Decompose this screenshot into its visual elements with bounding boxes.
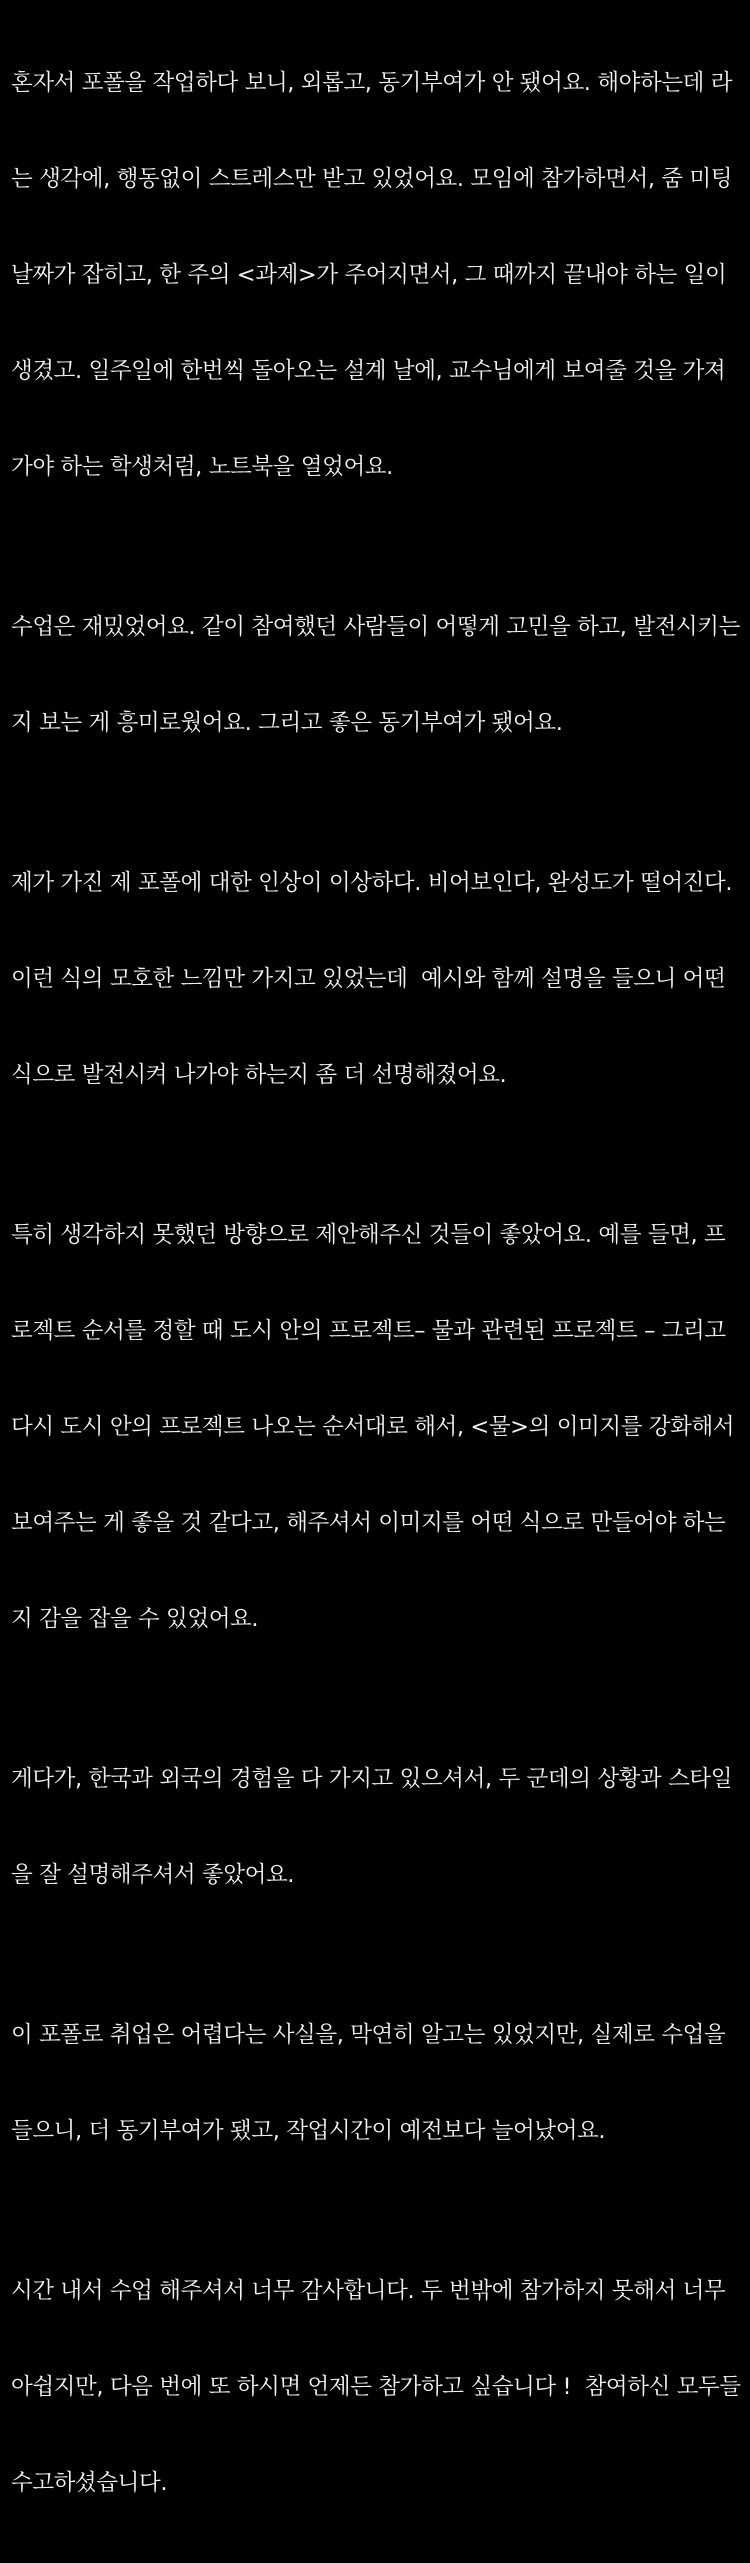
paragraph-1: [11, 3, 744, 547]
text-line: 로젝트 순서를 정할 때 도시 안의 프로젝트– 물과 관련된 프로젝트 – 그리고: [11, 1318, 726, 1344]
text-line: 지 보는 게 흥미로웠어요. 그리고 좋은 동기부여가 됐어요.: [11, 710, 563, 736]
text-line: 수업은 재밌었어요. 같이 참여했던 사람들이 어떻게 고민을 하고, 발전시키는: [11, 614, 740, 640]
text-line: 시간 내서 수업 해주셔서 너무 감사합니다. 두 번밖에 참가하지 못해서 너무: [11, 2278, 726, 2304]
paragraph-3: [11, 803, 744, 1155]
paragraph-2: [11, 547, 744, 803]
text-line: 이런 식의 모호한 느낌만 가지고 있었는데 예시와 함께 설명을 들으니 어떤: [11, 966, 726, 992]
text-line: 다시 도시 안의 프로젝트 나오는 순서대로 해서, <물>의 이미지를 강화해서: [11, 1414, 735, 1440]
text-line: 제가 가진 제 포폴에 대한 인상이 이상하다. 비어보인다, 완성도가 떨어진다.: [11, 870, 733, 896]
text-line: 들으니, 더 동기부여가 됐고, 작업시간이 예전보다 늘어났어요.: [11, 2118, 606, 2144]
text-line: 을 잘 설명해주셔서 좋았어요.: [11, 1862, 295, 1888]
paragraph-7: [11, 2211, 744, 2563]
paragraph-6: [11, 1955, 744, 2211]
text-line: 생겼고. 일주일에 한번씩 돌아오는 설계 날에, 교수님에게 보여줄 것을 가져: [11, 358, 726, 384]
text-line: 식으로 발전시켜 나가야 하는지 좀 더 선명해졌어요.: [11, 1062, 507, 1088]
text-line: 아쉽지만, 다음 번에 또 하시면 언제든 참가하고 싶습니다 ! 참여하신 모두들: [11, 2374, 741, 2400]
text-line: 게다가, 한국과 외국의 경험을 다 가지고 있으셔서, 두 군데의 상황과 스타일: [11, 1766, 733, 1792]
text-line: 가야 하는 학생처럼, 노트북을 열었어요.: [11, 454, 393, 480]
text-line: 날짜가 잡히고, 한 주의 <과제>가 주어지면서, 그 때까지 끝내야 하는 일이: [11, 262, 727, 288]
text-line: 수고하셨습니다.: [11, 2470, 168, 2496]
text-line: 특히 생각하지 못했던 방향으로 제안해주신 것들이 좋았어요. 예를 들면, 프: [11, 1222, 726, 1248]
text-line: 혼자서 포폴을 작업하다 보니, 외롭고, 동기부여가 안 됐어요. 해야하는데 라: [11, 70, 733, 96]
text-line: 보여주는 게 좋을 것 같다고, 해주셔서 이미지를 어떤 식으로 만들어야 하는: [11, 1510, 726, 1536]
text-line: 이 포폴로 취업은 어렵다는 사실을, 막연히 알고는 있었지만, 실제로 수업을: [11, 2022, 726, 2048]
text-line: 지 감을 잡을 수 있었어요.: [11, 1606, 259, 1632]
text-line: 는 생각에, 행동없이 스트레스만 받고 있었어요. 모임에 참가하면서, 줌 미팅: [11, 166, 733, 192]
paragraph-4: [11, 1155, 744, 1699]
paragraph-5: [11, 1699, 744, 1955]
